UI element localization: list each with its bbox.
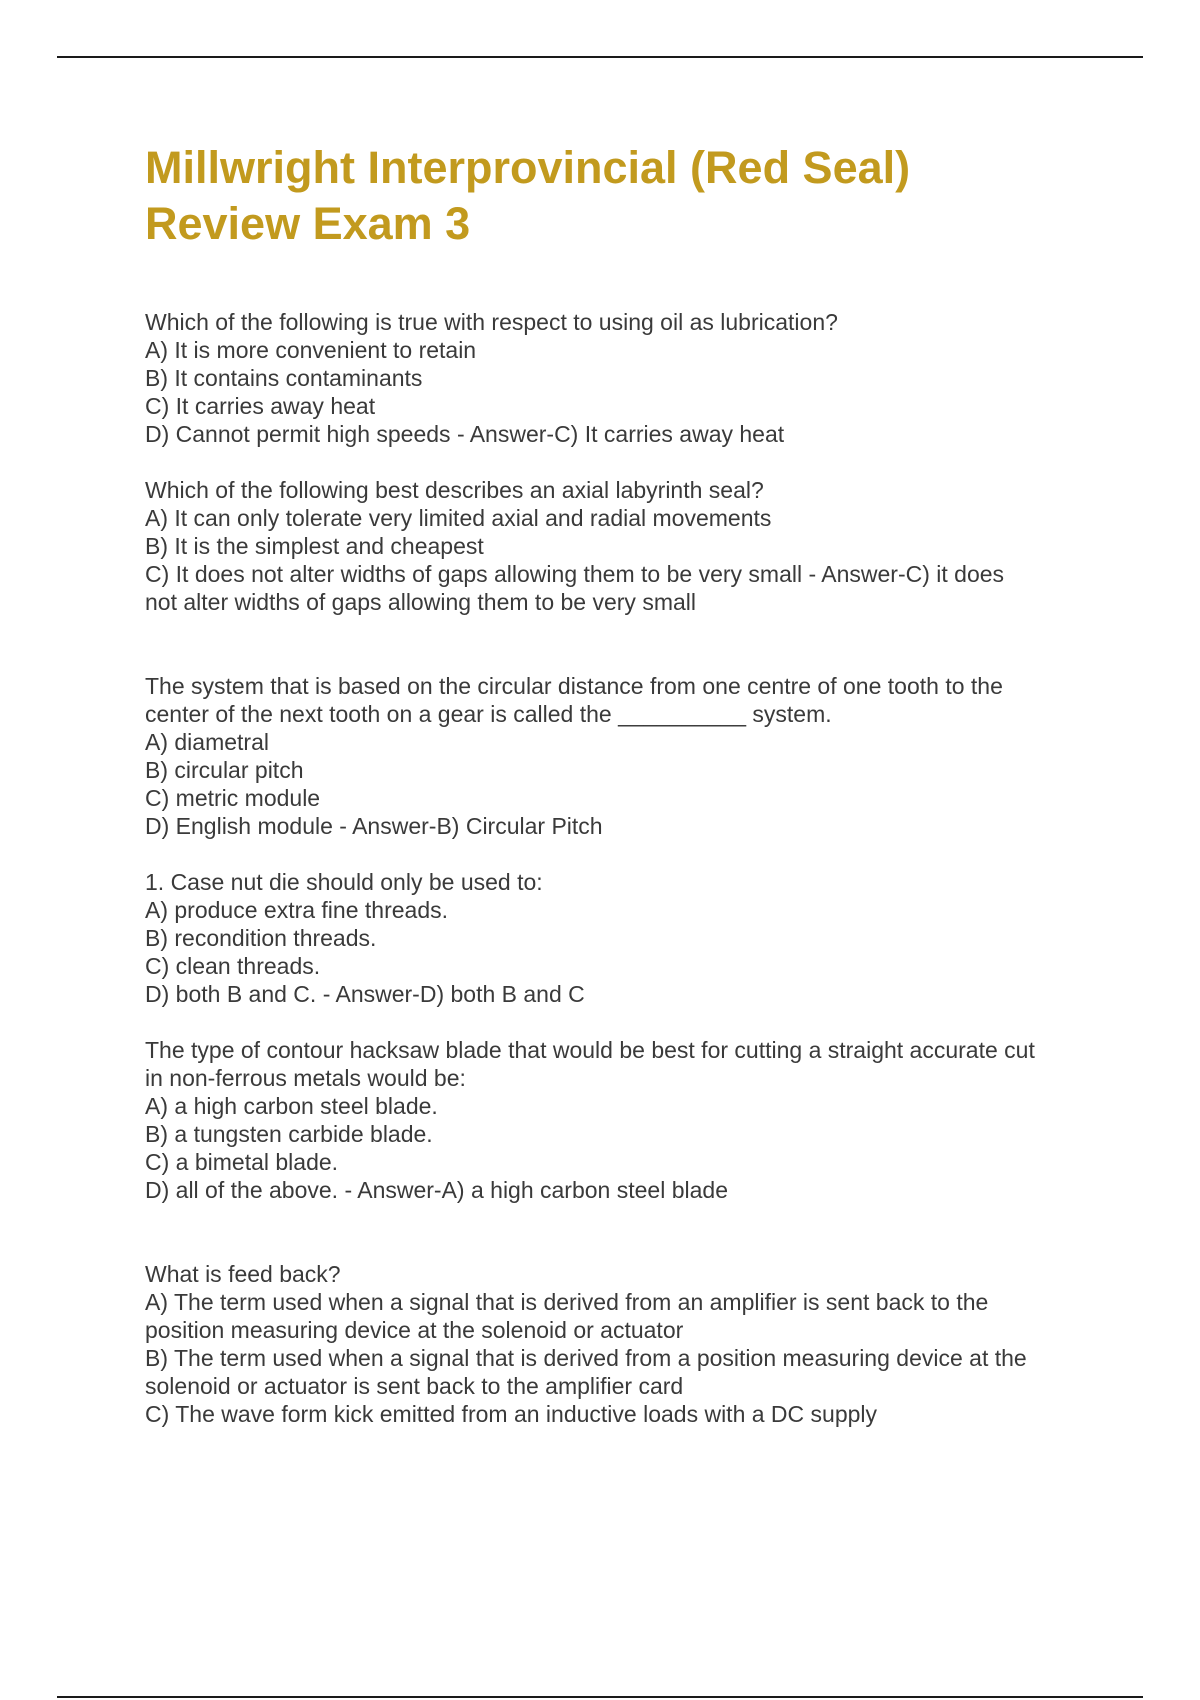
question-line: Which of the following is true with respect to using oil as lubrication? bbox=[145, 309, 838, 335]
document-body bbox=[145, 140, 1095, 1428]
title-line: Millwright Interprovincial (Red Seal) bbox=[145, 142, 911, 193]
top-rule bbox=[57, 56, 1143, 58]
question-line: B) a tungsten carbide blade. bbox=[145, 1121, 433, 1147]
bottom-rule bbox=[57, 1696, 1143, 1698]
question-line: A) diametral bbox=[145, 729, 269, 755]
question-block bbox=[145, 476, 1095, 616]
question-line: B) It contains contaminants bbox=[145, 365, 423, 391]
question-line: D) English module - Answer-B) Circular Pitch bbox=[145, 813, 603, 839]
question-line: B) It is the simplest and cheapest bbox=[145, 533, 484, 559]
title-line: Review Exam 3 bbox=[145, 198, 471, 249]
document-title bbox=[145, 140, 1095, 252]
question-line: in non-ferrous metals would be: bbox=[145, 1065, 466, 1091]
question-line: B) recondition threads. bbox=[145, 925, 377, 951]
question-line: D) both B and C. - Answer-D) both B and C bbox=[145, 981, 585, 1007]
question-line: C) The wave form kick emitted from an inductive loads with a DC supply bbox=[145, 1401, 878, 1427]
question-line: What is feed back? bbox=[145, 1261, 341, 1287]
question-line: C) a bimetal blade. bbox=[145, 1149, 339, 1175]
question-line: A) produce extra fine threads. bbox=[145, 897, 448, 923]
question-line: C) It carries away heat bbox=[145, 393, 376, 419]
question-block bbox=[145, 308, 1095, 448]
question-block bbox=[145, 1036, 1095, 1204]
question-line: C) It does not alter widths of gaps allowing them to be very small - Answer-C) it does bbox=[145, 561, 1005, 587]
question-line: C) clean threads. bbox=[145, 953, 321, 979]
question-line: A) a high carbon steel blade. bbox=[145, 1093, 438, 1119]
question-line: C) metric module bbox=[145, 785, 321, 811]
question-line: A) It can only tolerate very limited axial and radial movements bbox=[145, 505, 772, 531]
question-line: The system that is based on the circular distance from one centre of one tooth to the bbox=[145, 673, 1003, 699]
question-line: solenoid or actuator is sent back to the amplifier card bbox=[145, 1373, 684, 1399]
question-line: Which of the following best describes an axial labyrinth seal? bbox=[145, 477, 764, 503]
question-line: center of the next tooth on a gear is called the __________ system. bbox=[145, 701, 832, 727]
question-line: B) The term used when a signal that is derived from a position measuring device at the bbox=[145, 1345, 1027, 1371]
question-line: The type of contour hacksaw blade that would be best for cutting a straight accurate cut bbox=[145, 1037, 1035, 1063]
question-line: position measuring device at the solenoid or actuator bbox=[145, 1317, 684, 1343]
question-block bbox=[145, 868, 1095, 1008]
question-line: 1. Case nut die should only be used to: bbox=[145, 869, 543, 895]
question-line: A) The term used when a signal that is derived from an amplifier is sent back to the bbox=[145, 1289, 989, 1315]
question-line: not alter widths of gaps allowing them to be very small bbox=[145, 589, 696, 615]
question-line: A) It is more convenient to retain bbox=[145, 337, 477, 363]
question-line: B) circular pitch bbox=[145, 757, 304, 783]
question-list bbox=[145, 308, 1095, 1428]
question-block bbox=[145, 1260, 1095, 1428]
question-line: D) all of the above. - Answer-A) a high carbon steel blade bbox=[145, 1177, 728, 1203]
question-block bbox=[145, 672, 1095, 840]
question-line: D) Cannot permit high speeds - Answer-C) It carries away heat bbox=[145, 421, 785, 447]
